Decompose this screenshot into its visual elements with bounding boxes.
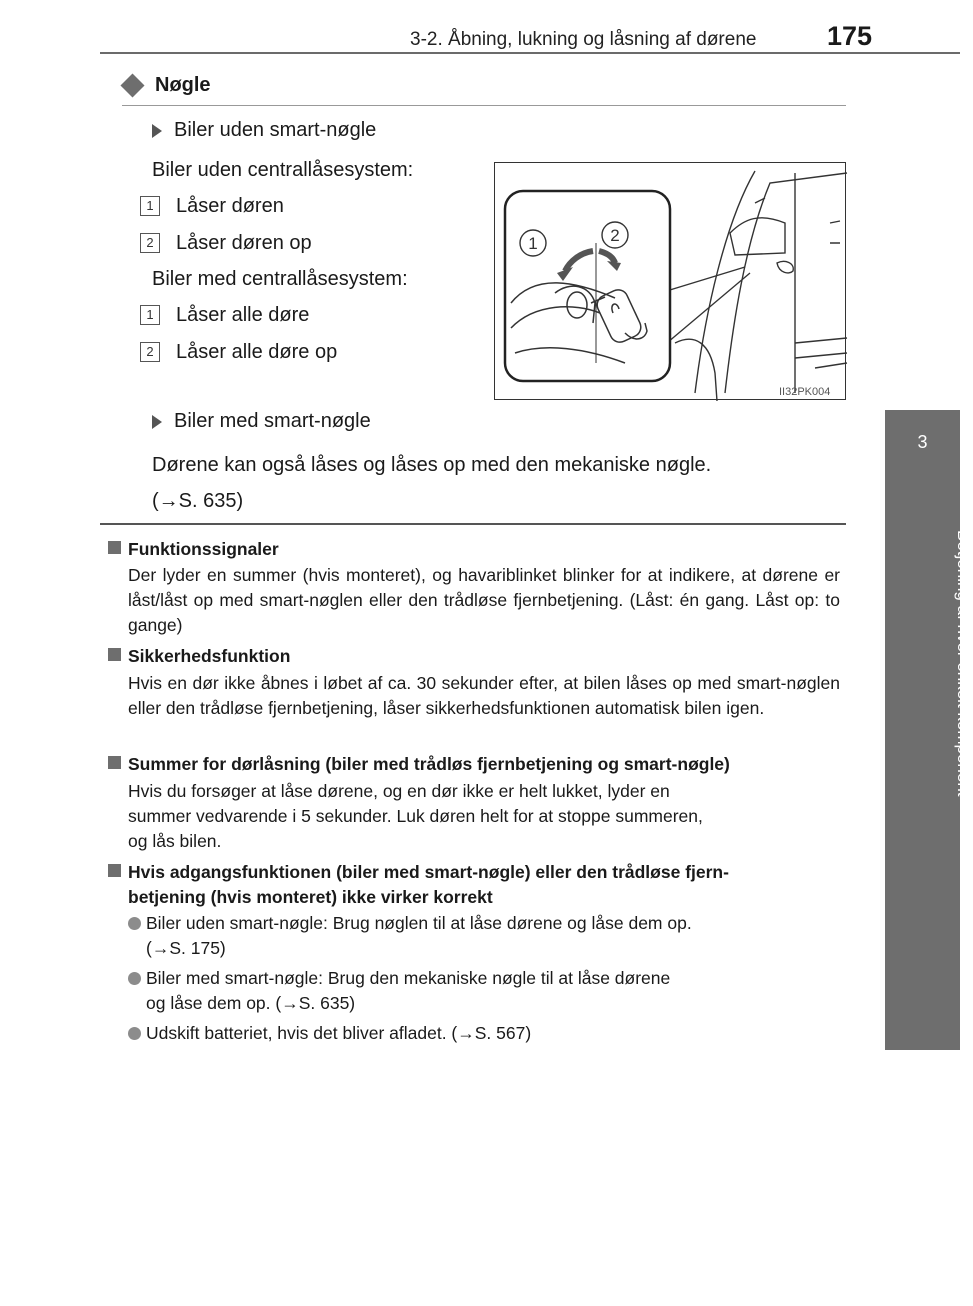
- no-central-label: Biler uden centrallåsesystem:: [152, 159, 414, 181]
- step-text: Låser alle døre: [176, 304, 310, 326]
- note-heading: Sikkerhedsfunktion: [108, 644, 853, 669]
- subheading-with-smart-key: Biler med smart-nøgle: [152, 410, 371, 433]
- header-rule: [100, 52, 960, 54]
- note-body: Der lyder en summer (hvis monteret), og havariblinket blinker for at indikere, at dørene er låst/låst op med smart-nøglen eller den trådløse fjernbetjening. (Låst: én gang. Låst op: to gange): [128, 565, 840, 635]
- page-reference: (→S. 175): [146, 938, 226, 958]
- step-number-badge: 2: [140, 233, 160, 253]
- step-text: Låser alle døre op: [176, 341, 338, 363]
- square-bullet-icon: [108, 648, 121, 661]
- step-number-badge: 1: [140, 196, 160, 216]
- triangle-bullet-icon: [152, 415, 162, 429]
- car-door-key-drawing: [495, 163, 847, 401]
- square-bullet-icon: [108, 864, 121, 877]
- list-item: Biler uden smart-nøgle: Brug nøglen til at låse dørene og låse dem op. (→S. 175): [128, 911, 840, 961]
- illustration-code: II32PK004: [779, 386, 831, 398]
- callout-1-label: 1: [528, 234, 538, 253]
- list-item: Udskift batteriet, hvis det bliver afladet. (→S. 567): [128, 1021, 840, 1046]
- section-title-row: [122, 74, 211, 97]
- callout-2-label: 2: [610, 226, 620, 245]
- note-body: Hvis du forsøger at låse dørene, og en dør ikke er helt lukket, lyder en summer vedvarende i 5 sekunder. Luk døren helt for at stoppe summeren, og lås bilen.: [128, 781, 703, 851]
- chapter-side-tab: [885, 410, 973, 1050]
- section-divider: [100, 523, 846, 525]
- mechanical-key-text: Dørene kan også låses og låses op med den mekaniske nøgle. (→S. 635): [152, 454, 712, 512]
- note-heading: Hvis adgangsfunktionen (biler med smart-nøgle) eller den trådløse fjern- betjening (hvis monteret) ikke virker korrekt: [108, 860, 853, 910]
- page-reference: (→S. 635): [152, 490, 244, 512]
- circle-bullet-icon: [128, 917, 141, 930]
- note-body: Hvis en dør ikke åbnes i løbet af ca. 30 sekunder efter, at bilen låses op med smart-nøglen eller den trådløse fjernbetjening, låser sikkerhedsfunktionen automatisk bilen igen.: [128, 673, 840, 718]
- page-number: 175: [827, 21, 873, 51]
- step-number-badge: 2: [140, 342, 160, 362]
- square-bullet-icon: [108, 756, 121, 769]
- chapter-number: 3: [917, 432, 928, 452]
- chapter-label: Betjening af hver enkelt komponent: [954, 530, 973, 797]
- note-heading: Summer for dørlåsning (biler med trådløs fjernbetjening og smart-nøgle): [108, 752, 853, 777]
- title-rule: [122, 105, 846, 106]
- list-item: Biler med smart-nøgle: Brug den mekaniske nøgle til at låse dørene og låse dem op. (→S. 635): [128, 966, 840, 1016]
- step-number-badge: 1: [140, 305, 160, 325]
- triangle-bullet-icon: [152, 124, 162, 138]
- diamond-icon: [120, 73, 144, 97]
- square-bullet-icon: [108, 541, 121, 554]
- circle-bullet-icon: [128, 972, 141, 985]
- central-label: Biler med centrallåsesystem:: [152, 268, 408, 290]
- note-heading: Funktionssignaler: [108, 537, 853, 562]
- key-lock-illustration: [494, 162, 846, 400]
- circle-bullet-icon: [128, 1027, 141, 1040]
- step-text: Låser døren op: [176, 232, 312, 254]
- step-text: Låser døren: [176, 195, 284, 217]
- section-title: Nøgle: [155, 74, 211, 96]
- header-section-title: 3-2. Åbning, lukning og låsning af dørene: [410, 29, 757, 50]
- subheading-without-smart-key: Biler uden smart-nøgle: [152, 119, 376, 142]
